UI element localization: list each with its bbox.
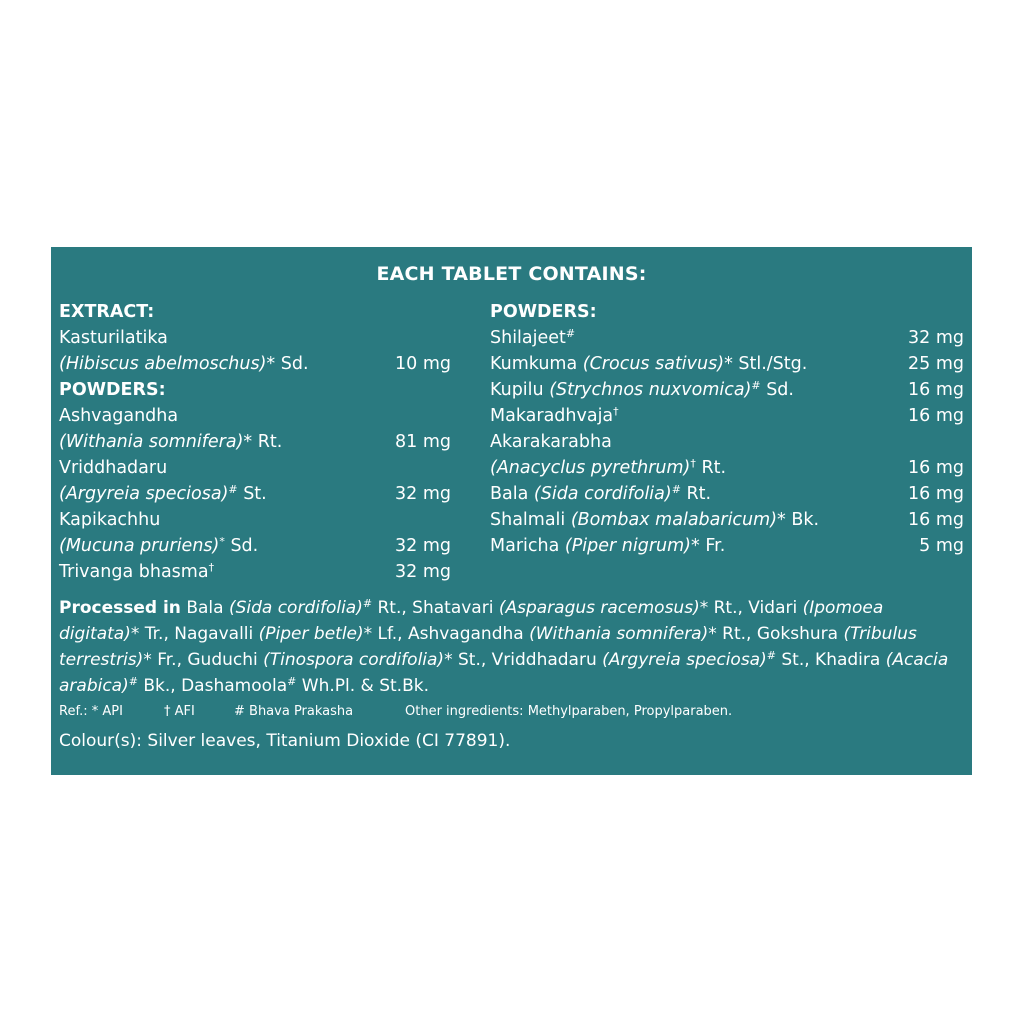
quantity: 32 mg [395,536,451,556]
colours-line: Colour(s): Silver leaves, Titanium Dioxide (CI 77891). [59,731,511,751]
ingredient-kapikachhu-name: Kapikachhu [59,510,161,530]
ingredient-maricha: Maricha (Piper nigrum)* Fr. 5 mg [490,533,964,559]
ingredient-kapikachhu-detail: (Mucuna pruriens)* Sd. 32 mg [59,533,451,559]
quantity: 16 mg [908,380,964,400]
ingredient-makaradhvaja: Makaradhvaja† 16 mg [490,403,964,429]
ingredients-panel [51,247,972,775]
panel-heading: EACH TABLET CONTAINS: [376,263,647,285]
ingredient-kasturilatika-name: Kasturilatika [59,328,168,348]
references-line [59,703,964,721]
ref-bhava-prakasha: # Bhava Prakasha [234,704,354,719]
quantity: 10 mg [395,354,451,374]
ingredient-shilajeet: Shilajeet# 32 mg [490,325,964,351]
left-column [59,299,451,585]
quantity: 5 mg [919,536,964,556]
ingredient-ashvagandha-detail: (Withania somnifera)* Rt. 81 mg [59,429,451,455]
quantity: 16 mg [908,484,964,504]
ingredient-kupilu: Kupilu (Strychnos nuxvomica)# Sd. 16 mg [490,377,964,403]
ref-api: Ref.: * API [59,704,123,719]
ingredient-shalmali: Shalmali (Bombax malabaricum)* Bk. 16 mg [490,507,964,533]
ingredient-trivanga: Trivanga bhasma† 32 mg [59,559,451,585]
ingredient-kumkuma: Kumkuma (Crocus sativus)* Stl./Stg. 25 mg [490,351,964,377]
ingredient-vriddhadaru-detail: (Argyreia speciosa)# St. 32 mg [59,481,451,507]
ingredient-akarakarabha-name: Akarakarabha [490,432,612,452]
ref-afi: † AFI [164,704,195,719]
processed-in-paragraph: Processed in Bala (Sida cordifolia)# Rt., Shatavari (Asparagus racemosus)* Rt., Vidari (Ipomoea digitata)* Tr., Nagavalli (Piper betle)* Lf., Ashvagandha (Withania somnifera)* Rt., Gokshura (Tribulus terrestris)* Fr., Guduchi (Tinospora cordifolia)* St., Vriddhadaru (Argyreia speciosa)# St., Khadira (Acacia arabica)# Bk., Dashamoola# Wh.Pl. & St.Bk. [59,597,949,696]
ingredient-kasturilatika-detail: (Hibiscus abelmoschus)* Sd. 10 mg [59,351,451,377]
quantity: 81 mg [395,432,451,452]
extract-title: EXTRACT: [59,302,155,322]
other-ingredients: Other ingredients: Methylparaben, Propylparaben. [405,704,733,719]
quantity: 25 mg [908,354,964,374]
quantity: 32 mg [395,562,451,582]
ingredient-ashvagandha-name: Ashvagandha [59,406,179,426]
quantity: 16 mg [908,510,964,530]
ingredient-vriddhadaru-name: Vriddhadaru [59,458,168,478]
quantity: 32 mg [908,328,964,348]
quantity: 16 mg [908,458,964,478]
powders-title-left: POWDERS: [59,380,166,400]
quantity: 16 mg [908,406,964,426]
quantity: 32 mg [395,484,451,504]
ingredient-akarakarabha-detail: (Anacyclus pyrethrum)† Rt. 16 mg [490,455,964,481]
powders-title-right: POWDERS: [490,302,597,322]
right-column [490,299,964,559]
ingredient-bala: Bala (Sida cordifolia)# Rt. 16 mg [490,481,964,507]
